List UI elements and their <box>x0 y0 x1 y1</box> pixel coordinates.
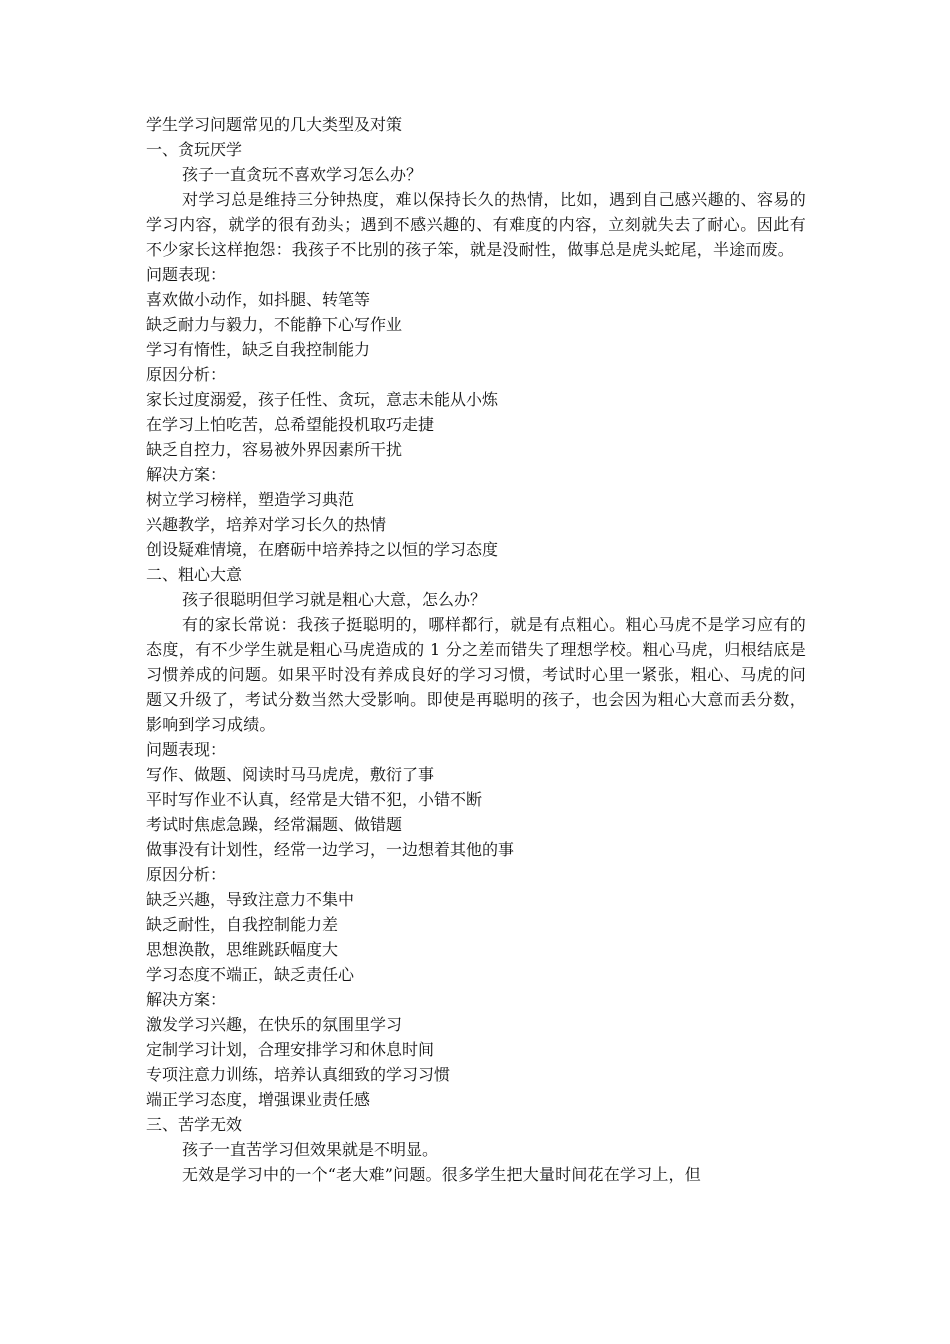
list-item: 创设疑难情境，在磨砺中培养持之以恒的学习态度 <box>146 540 499 559</box>
section-1-intro: 对学习总是维持三分钟热度，难以保持长久的热情，比如，遇到自己感兴趣的、容易的学习内容，就学的很有劲头；遇到不感兴趣的、有难度的内容，立刻就失去了耐心。因此有不少家长这样抱怨：我孩子不比别的孩子笨，就是没耐性，做事总是虎头蛇尾，半途而废。 <box>146 190 806 259</box>
list-item: 端正学习态度，增强课业责任感 <box>146 1090 371 1109</box>
list-item: 缺乏耐性，自我控制能力差 <box>146 915 339 934</box>
list-item: 家长过度溺爱，孩子任性、贪玩，意志未能从小炼 <box>146 390 499 409</box>
section-2-heading: 二、粗心大意 <box>146 565 243 584</box>
list-item: 写作、做题、阅读时马马虎虎，敷衍了事 <box>146 765 435 784</box>
section-3-intro: 无效是学习中的一个“老大难”问题。很多学生把大量时间花在学习上，但 <box>182 1165 701 1184</box>
section-2-causes-label: 原因分析： <box>146 865 227 884</box>
list-item: 喜欢做小动作，如抖腿、转笔等 <box>146 290 371 309</box>
list-item: 专项注意力训练，培养认真细致的学习习惯 <box>146 1065 451 1084</box>
list-item: 平时写作业不认真，经常是大错不犯，小错不断 <box>146 790 483 809</box>
list-item: 激发学习兴趣，在快乐的氛围里学习 <box>146 1015 403 1034</box>
list-item: 缺乏兴趣，导致注意力不集中 <box>146 890 355 909</box>
section-1-question: 孩子一直贪玩不喜欢学习怎么办？ <box>182 165 423 184</box>
document-page <box>146 112 806 1187</box>
list-item: 做事没有计划性，经常一边学习，一边想着其他的事 <box>146 840 515 859</box>
section-3-question: 孩子一直苦学习但效果就是不明显。 <box>182 1140 439 1159</box>
section-1-heading: 一、贪玩厌学 <box>146 140 243 159</box>
section-2-question: 孩子很聪明但学习就是粗心大意，怎么办？ <box>182 590 487 609</box>
section-1-solutions-label: 解决方案： <box>146 465 227 484</box>
section-3-heading: 三、苦学无效 <box>146 1115 243 1134</box>
list-item: 树立学习榜样，塑造学习典范 <box>146 490 355 509</box>
list-item: 学习有惰性，缺乏自我控制能力 <box>146 340 371 359</box>
list-item: 兴趣教学，培养对学习长久的热情 <box>146 515 387 534</box>
section-2-intro: 有的家长常说：我孩子挺聪明的，哪样都行，就是有点粗心。粗心马虎不是学习应有的态度，有不少学生就是粗心马虎造成的 1 分之差而错失了理想学校。粗心马虎，归根结底是习惯养成的问题。如果平时没有养成良好的学习习惯，考试时心里一紧张，粗心、马虎的问题又升级了，考试分数当然大受影响。即使是再聪明的孩子，也会因为粗心大意而丢分数，影响到学习成绩。 <box>146 615 806 734</box>
section-1-symptoms-label: 问题表现： <box>146 265 227 284</box>
list-item: 定制学习计划，合理安排学习和休息时间 <box>146 1040 435 1059</box>
list-item: 学习态度不端正，缺乏责任心 <box>146 965 355 984</box>
list-item: 考试时焦虑急躁，经常漏题、做错题 <box>146 815 403 834</box>
section-1-causes-label: 原因分析： <box>146 365 227 384</box>
section-2-symptoms-label: 问题表现： <box>146 740 227 759</box>
list-item: 在学习上怕吃苦，总希望能投机取巧走捷 <box>146 415 435 434</box>
doc-title: 学生学习问题常见的几大类型及对策 <box>146 115 403 134</box>
list-item: 思想涣散，思维跳跃幅度大 <box>146 940 339 959</box>
list-item: 缺乏耐力与毅力，不能静下心写作业 <box>146 315 403 334</box>
list-item: 缺乏自控力，容易被外界因素所干扰 <box>146 440 403 459</box>
section-2-solutions-label: 解决方案： <box>146 990 227 1009</box>
